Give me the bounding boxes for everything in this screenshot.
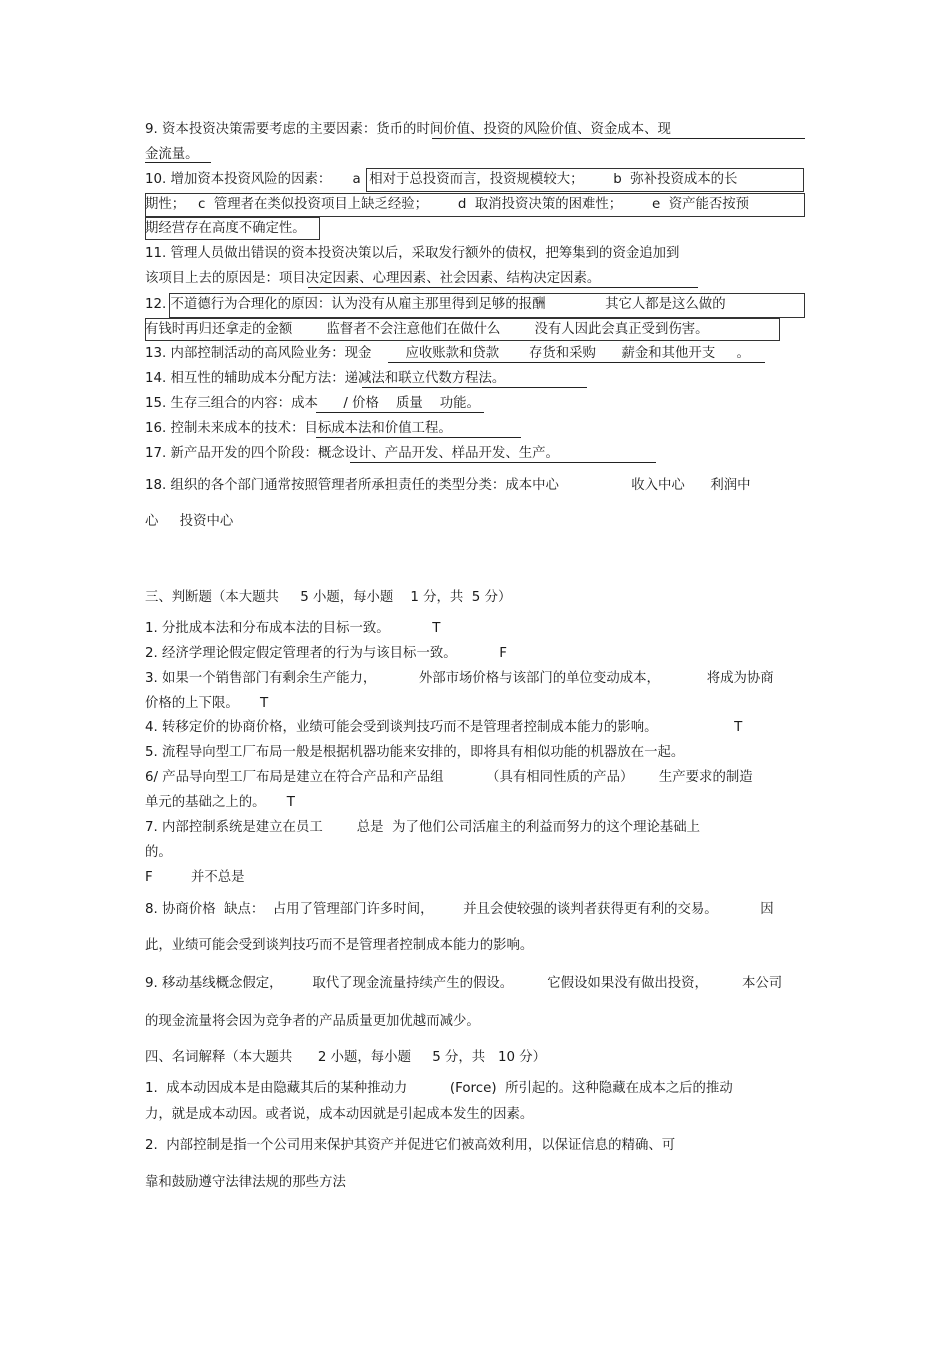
def-2-line1: 2. 内部控制是指一个公司用来保护其资产并促进它们被高效利用，以保证信息的精确、可 bbox=[145, 1138, 676, 1153]
answer-underline bbox=[308, 287, 698, 288]
fill-q12-line1: 12. 不道德行为合理化的原因：认为没有从雇主那里得到足够的报酬 其它人都是这么做的 bbox=[145, 297, 726, 312]
tf-q4: 4. 转移定价的协商价格，业绩可能会受到谈判技巧而不是管理者控制成本能力的影响。 T bbox=[145, 720, 743, 735]
fill-q15: 15. 生存三组合的内容：成本 / 价格 质量 功能。 bbox=[145, 396, 480, 411]
fill-q10-line1: 10. 增加资本投资风险的因素： a 相对于总投资而言，投资规模较大； b 弥补投资成本的长 bbox=[145, 172, 738, 187]
tf-q7-answer: F 并不总是 bbox=[145, 870, 245, 885]
tf-q2: 2. 经济学理论假定假定管理者的行为与该目标一致。 F bbox=[145, 646, 507, 661]
fill-q10-line2: 期性； c 管理者在类似投资项目上缺乏经验； d 取消投资决策的困难性； e 资产能否按预 bbox=[145, 197, 750, 212]
answer-underline bbox=[350, 462, 656, 463]
tf-q9-line2: 的现金流量将会因为竞争者的产品质量更加优越而减少。 bbox=[145, 1014, 480, 1029]
tf-q6-line2: 单元的基础之上的。 T bbox=[145, 795, 295, 810]
fill-q13: 13. 内部控制活动的高风险业务：现金 应收账款和贷款 存货和采购 薪金和其他开支 。 bbox=[145, 346, 750, 361]
fill-q11-line1: 11. 管理人员做出错误的资本投资决策以后，采取发行额外的债权，把筹集到的资金追加到 bbox=[145, 246, 680, 261]
tf-q5: 5. 流程导向型工厂布局一般是根据机器功能来安排的，即将具有相似功能的机器放在一起。 bbox=[145, 745, 685, 760]
tf-q3-line2: 价格的上下限。 T bbox=[145, 696, 269, 711]
tf-q3-line1: 3. 如果一个销售部门有剩余生产能力， 外部市场价格与该部门的单位变动成本， 将成为协商 bbox=[145, 671, 774, 686]
tf-q7-line1: 7. 内部控制系统是建立在员工 总是 为了他们公司活雇主的利益而努力的这个理论基础上 bbox=[145, 820, 701, 835]
fill-q12-line2: 有钱时再归还拿走的金额 监督者不会注意他们在做什么 没有人因此会真正受到伤害。 bbox=[145, 322, 709, 337]
fill-q10-line3: 期经营存在高度不确定性。 bbox=[145, 221, 306, 236]
tf-q9-line1: 9. 移动基线概念假定， 取代了现金流量持续产生的假设。 它假设如果没有做出投资， 本公司 bbox=[145, 976, 783, 991]
fill-q9-line1: 9. 资本投资决策需要考虑的主要因素：货币的时间价值、投资的风险价值、资金成本、现 bbox=[145, 122, 671, 137]
answer-underline bbox=[432, 138, 805, 139]
fill-q18-line2: 心 投资中心 bbox=[145, 514, 234, 529]
def-2-line2: 靠和鼓励遵守法律法规的那些方法 bbox=[145, 1175, 346, 1190]
tf-q7-line2: 的。 bbox=[145, 845, 172, 860]
answer-underline bbox=[316, 412, 484, 413]
tf-q1: 1. 分批成本法和分布成本法的目标一致。 T bbox=[145, 621, 441, 636]
def-1-line1: 1. 成本动因成本是由隐藏其后的某种推动力 (Force) 所引起的。这种隐藏在成本之后的推动 bbox=[145, 1081, 733, 1096]
fill-q18-line1: 18. 组织的各个部门通常按照管理者所承担责任的类型分类：成本中心 收入中心 利润中 bbox=[145, 478, 751, 493]
tf-q8-line2: 此，业绩可能会受到谈判技巧而不是管理者控制成本能力的影响。 bbox=[145, 938, 534, 953]
tf-q6-line1: 6/ 产品导向型工厂布局是建立在符合产品和产品组 （具有相同性质的产品） 生产要求的制造 bbox=[145, 770, 753, 785]
fill-q14: 14. 相互性的辅助成本分配方法：递减法和联立代数方程法。 bbox=[145, 371, 506, 386]
fill-q16: 16. 控制未来成本的技术：目标成本法和价值工程。 bbox=[145, 421, 452, 436]
answer-underline bbox=[145, 162, 211, 163]
answer-underline bbox=[388, 362, 765, 363]
section-heading-true-false: 三、判断题（本大题共 5 小题，每小题 1 分，共 5 分） bbox=[145, 590, 512, 605]
fill-q9-line2: 金流量。 bbox=[145, 147, 199, 162]
def-1-line2: 力，就是成本动因。或者说，成本动因就是引起成本发生的因素。 bbox=[145, 1107, 534, 1122]
answer-underline bbox=[316, 437, 521, 438]
fill-q11-line2: 该项目上去的原因是：项目决定因素、心理因素、社会因素、结构决定因素。 bbox=[145, 271, 601, 286]
fill-q17: 17. 新产品开发的四个阶段：概念设计、产品开发、样品开发、生产。 bbox=[145, 446, 559, 461]
section-heading-definitions: 四、名词解释（本大题共 2 小题，每小题 5 分，共 10 分） bbox=[145, 1050, 547, 1065]
tf-q8-line1: 8. 协商价格 缺点： 占用了管理部门许多时间， 并且会使较强的谈判者获得更有利的交易。 因 bbox=[145, 902, 774, 917]
answer-underline bbox=[362, 387, 587, 388]
